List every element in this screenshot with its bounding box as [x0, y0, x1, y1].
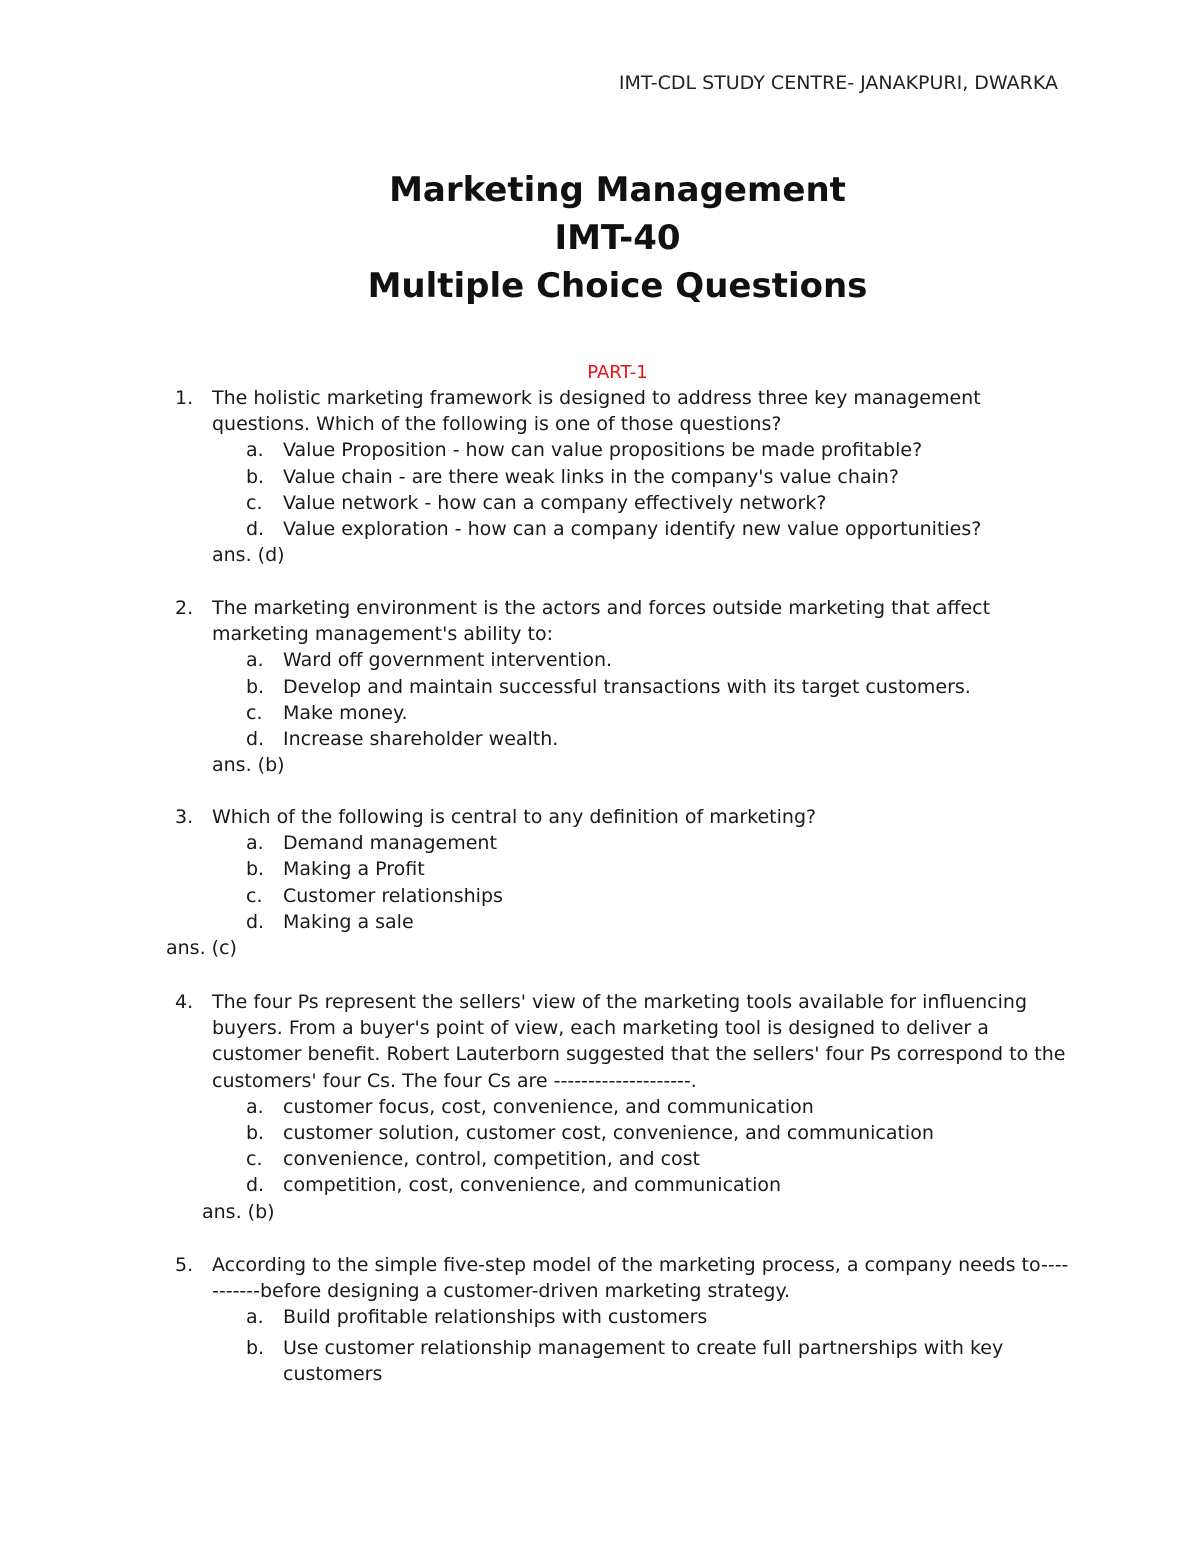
- option-letter: b.: [246, 1336, 265, 1359]
- option-letter: a.: [246, 649, 264, 672]
- question-5: [0, 1252, 1200, 1387]
- option-a: [0, 437, 1200, 463]
- answer: ans. (d): [212, 544, 285, 567]
- option-text: Value Proposition - how can value propositions be made profitable?: [283, 439, 923, 462]
- option-text: Making a Profit: [283, 858, 425, 881]
- option-c: [0, 883, 1200, 909]
- question-number: 3.: [175, 806, 194, 828]
- option-text: Build profitable relationships with customers: [283, 1306, 708, 1329]
- question-text: The four Ps represent the sellers' view of the marketing tools available for influencing buyers. From a buyer's point of view, each marketing tool is designed to deliver a customer benefit. Robert Lauterborn suggested that the sellers' four Ps correspond to the customers' four Cs. The four Cs are --------------------.: [212, 991, 1066, 1092]
- option-text: Value network - how can a company effectively network?: [283, 491, 827, 514]
- option-letter: a.: [246, 1095, 264, 1118]
- option-text: Demand management: [283, 832, 497, 855]
- question-text: Which of the following is central to any definition of marketing?: [212, 806, 817, 828]
- option-letter: d.: [246, 518, 265, 541]
- option-a: [0, 830, 1200, 856]
- option-letter: b.: [246, 675, 265, 698]
- option-text: Value exploration - how can a company identify new value opportunities?: [283, 518, 982, 541]
- option-letter: c.: [246, 1148, 263, 1171]
- option-text: Develop and maintain successful transactions with its target customers.: [283, 675, 971, 698]
- option-text: convenience, control, competition, and cost: [283, 1148, 700, 1171]
- option-text: Making a sale: [283, 910, 414, 933]
- option-b: [0, 856, 1200, 882]
- option-letter: d.: [246, 728, 265, 751]
- option-text: Make money.: [283, 701, 408, 724]
- page-header: IMT-CDL STUDY CENTRE- JANAKPURI, DWARKA: [618, 72, 1058, 94]
- option-b: [0, 464, 1200, 490]
- option-text: Increase shareholder wealth.: [283, 728, 559, 751]
- option-text: competition, cost, convenience, and communication: [283, 1174, 782, 1197]
- question-text: The marketing environment is the actors and forces outside marketing that affect marketing management's ability to:: [212, 597, 991, 646]
- option-letter: a.: [246, 832, 264, 855]
- option-letter: d.: [246, 1174, 265, 1197]
- option-letter: b.: [246, 1122, 265, 1145]
- option-a: [0, 1304, 1200, 1330]
- question-3: [0, 804, 1200, 961]
- option-d: [0, 516, 1200, 542]
- option-letter: a.: [246, 1306, 264, 1329]
- option-text: Use customer relationship management to create full partnerships with key customers: [283, 1336, 1004, 1385]
- title-code: IMT-40: [554, 218, 681, 258]
- option-c: [0, 1146, 1200, 1172]
- option-letter: c.: [246, 884, 263, 907]
- title-subtitle: Multiple Choice Questions: [367, 266, 868, 306]
- option-letter: b.: [246, 465, 265, 488]
- title-course: Marketing Management: [389, 170, 846, 210]
- option-a: [0, 647, 1200, 673]
- option-b: [0, 674, 1200, 700]
- option-d: [0, 726, 1200, 752]
- option-b: [0, 1120, 1200, 1146]
- option-a: [0, 1094, 1200, 1120]
- option-letter: d.: [246, 910, 265, 933]
- option-text: Customer relationships: [283, 884, 503, 907]
- question-number: 2.: [175, 597, 194, 619]
- answer: ans. (b): [212, 754, 285, 777]
- option-b: [0, 1335, 1200, 1387]
- option-letter: a.: [246, 439, 264, 462]
- option-text: customer solution, customer cost, convenience, and communication: [283, 1122, 934, 1145]
- question-text: According to the simple five-step model of the marketing process, a company needs to-----------before designing a customer-driven marketing strategy.: [212, 1254, 1069, 1303]
- question-number: 5.: [175, 1254, 194, 1276]
- option-c: [0, 490, 1200, 516]
- question-text: The holistic marketing framework is designed to address three key management questions. Which of the following is one of those questions?: [212, 387, 981, 436]
- option-letter: c.: [246, 701, 263, 724]
- question-number: 4.: [175, 991, 194, 1013]
- document-title: [0, 166, 1200, 310]
- option-text: Ward off government intervention.: [283, 649, 613, 672]
- option-d: [0, 909, 1200, 935]
- option-text: customer focus, cost, convenience, and communication: [283, 1095, 814, 1118]
- option-c: [0, 700, 1200, 726]
- answer: ans. (b): [202, 1200, 275, 1223]
- part-label: PART-1: [587, 362, 648, 383]
- option-letter: c.: [246, 491, 263, 514]
- option-letter: b.: [246, 858, 265, 881]
- question-number: 1.: [175, 387, 194, 409]
- option-text: Value chain - are there weak links in the company's value chain?: [283, 465, 899, 488]
- option-d: [0, 1172, 1200, 1198]
- question-4: [0, 989, 1200, 1225]
- answer: ans. (c): [166, 937, 237, 960]
- question-2: [0, 595, 1200, 778]
- question-1: [0, 385, 1200, 568]
